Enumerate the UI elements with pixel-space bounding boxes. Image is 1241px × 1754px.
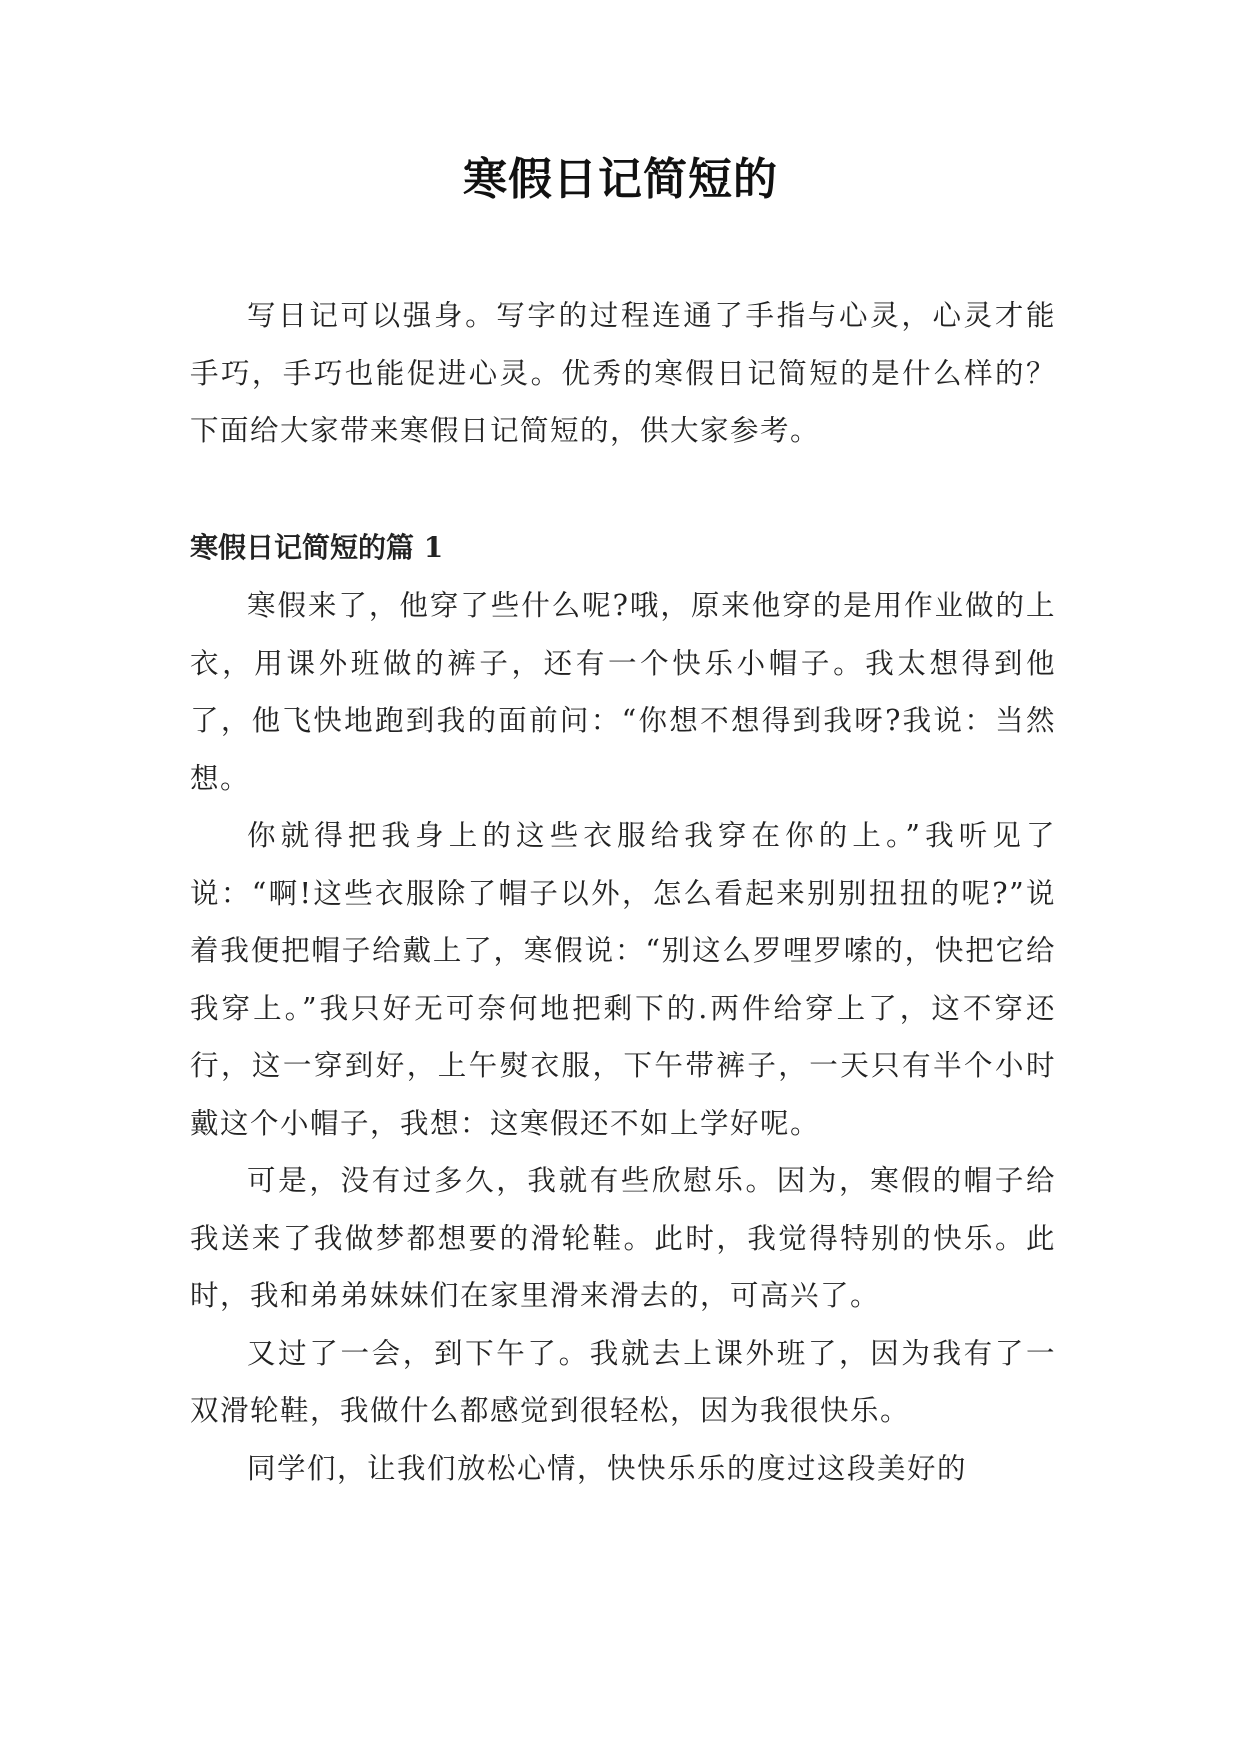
article-paragraph-1: 寒假来了，他穿了些什么呢?哦，原来他穿的是用作业做的上衣，用课外班做的裤子，还有一个快乐小帽子。我太想得到他了，他飞快地跑到我的面前问：“你想不想得到我呀?我说：当然想。 <box>190 589 1056 795</box>
article-paragraph-4: 又过了一会，到下午了。我就去上课外班了，因为我有了一双滑轮鞋，我做什么都感觉到很轻松，因为我很快乐。 <box>190 1336 1056 1427</box>
article-body <box>190 577 1056 1497</box>
section-heading: 寒假日记简短的篇 1 <box>190 531 444 564</box>
intro-paragraph: 写日记可以强身。写字的过程连通了手指与心灵，心灵才能手巧，手巧也能促进心灵。优秀的寒假日记简短的是什么样的？下面给大家带来寒假日记简短的，供大家参考。 <box>190 299 1056 447</box>
article-paragraph-5: 同学们，让我们放松心情，快快乐乐的度过这段美好的 <box>247 1451 968 1485</box>
article-paragraph-3: 可是，没有过多久，我就有些欣慰乐。因为，寒假的帽子给我送来了我做梦都想要的滑轮鞋。此时，我觉得特别的快乐。此时，我和弟弟妹妹们在家里滑来滑去的，可高兴了。 <box>190 1164 1056 1312</box>
article-paragraph-2: 你就得把我身上的这些衣服给我穿在你的上。”我听见了说：“啊!这些衣服除了帽子以外，怎么看起来别别扭扭的呢?”说着我便把帽子给戴上了，寒假说：“别这么罗哩罗嗦的，快把它给我穿上。”我只好无可奈何地把剩下的.两件给穿上了，这不穿还行，这一穿到好，上午熨衣服，下午带裤子，一天只有半个小时戴这个小帽子，我想：这寒假还不如上学好呢。 <box>190 819 1056 1140</box>
document-title: 寒假日记简短的 <box>463 154 778 205</box>
